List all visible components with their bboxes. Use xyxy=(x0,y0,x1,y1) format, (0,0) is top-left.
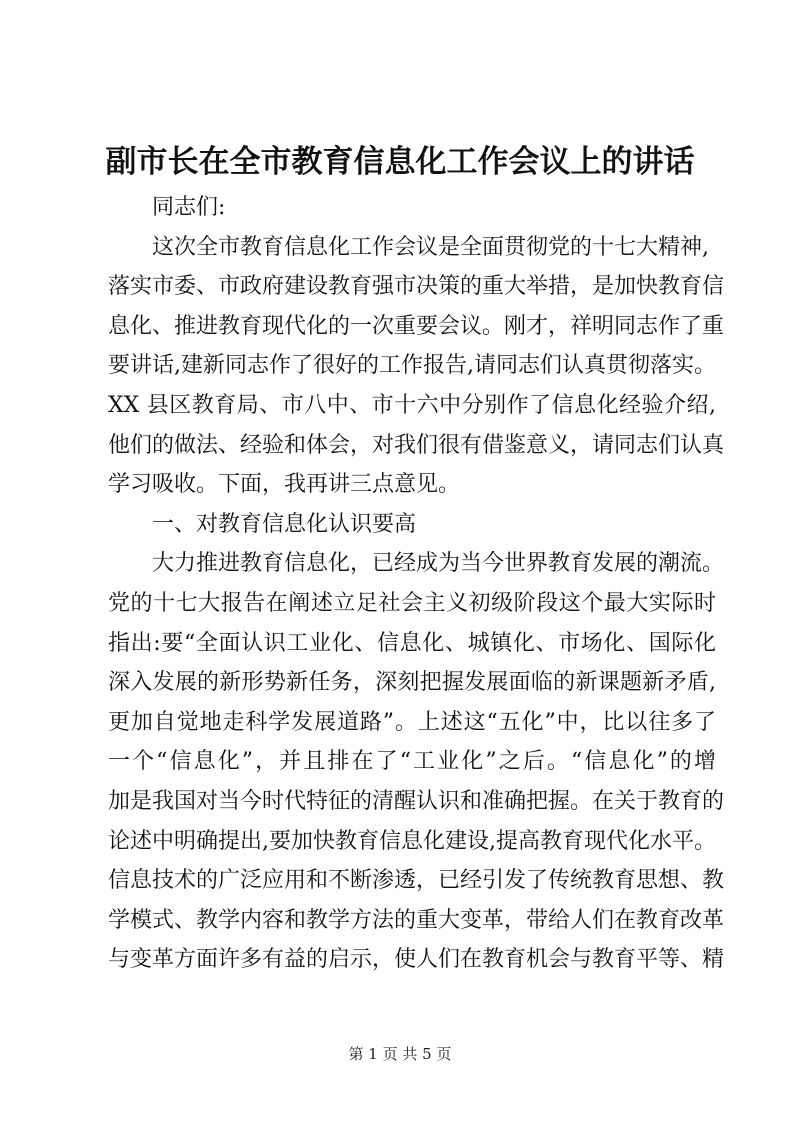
paragraph-line: 学模式、教学内容和教学方法的重大变革，带给人们在教育改革 xyxy=(108,907,725,933)
paragraph-line: 这次全市教育信息化工作会议是全面贯彻党的十七大精神, xyxy=(152,234,709,260)
paragraph-line: XX 县区教育局、市八中、市十六中分别作了信息化经验介绍, xyxy=(108,392,716,418)
paragraph-line: 学习吸收。下面，我再讲三点意见。 xyxy=(108,472,461,498)
document-body xyxy=(108,188,725,980)
paragraph-line: 深入发展的新形势新任务，深刻把握发展面临的新课题新矛盾, xyxy=(108,670,716,696)
paragraph-line: 指出:要“全面认识工业化、信息化、城镇化、市场化、国际化 xyxy=(108,630,716,656)
paragraph-line: 一个“信息化”，并且排在了“工业化”之后。“信息化”的增 xyxy=(108,749,716,775)
page-number: 第 1 页 共 5 页 xyxy=(348,1045,452,1063)
paragraph-line: 党的十七大报告在阐述立足社会主义初级阶段这个最大实际时 xyxy=(108,590,716,616)
salutation-line: 同志们: xyxy=(152,195,226,220)
paragraph-line: 更加自觉地走科学发展道路”。上述这“五化”中，比以往多了 xyxy=(108,709,716,735)
paragraph-line: 信息技术的广泛应用和不断渗透，已经引发了传统教育思想、教 xyxy=(108,868,725,894)
paragraph-line: 他们的做法、经验和体会，对我们很有借鉴意义，请同志们认真 xyxy=(108,432,725,458)
paragraph-line: 论述中明确提出,要加快教育信息化建设,提高教育现代化水平。 xyxy=(108,828,716,854)
section-heading: 一、对教育信息化认识要高 xyxy=(152,511,417,537)
paragraph-line: 与变革方面许多有益的启示，使人们在教育机会与教育平等、精 xyxy=(108,947,725,973)
paragraph-line: 落实市委、市政府建设教育强市决策的重大举措，是加快教育信 xyxy=(108,274,725,300)
paragraph-line: 息化、推进教育现代化的一次重要会议。刚才，祥明同志作了重 xyxy=(108,313,725,339)
document-title: 副市长在全市教育信息化工作会议上的讲话 xyxy=(105,144,695,180)
paragraph-line: 大力推进教育信息化，已经成为当今世界教育发展的潮流。 xyxy=(152,551,725,577)
paragraph-line: 要讲话,建新同志作了很好的工作报告,请同志们认真贯彻落实。 xyxy=(108,353,716,379)
paragraph-line: 加是我国对当今时代特征的清醒认识和准确把握。在关于教育的 xyxy=(108,788,725,814)
